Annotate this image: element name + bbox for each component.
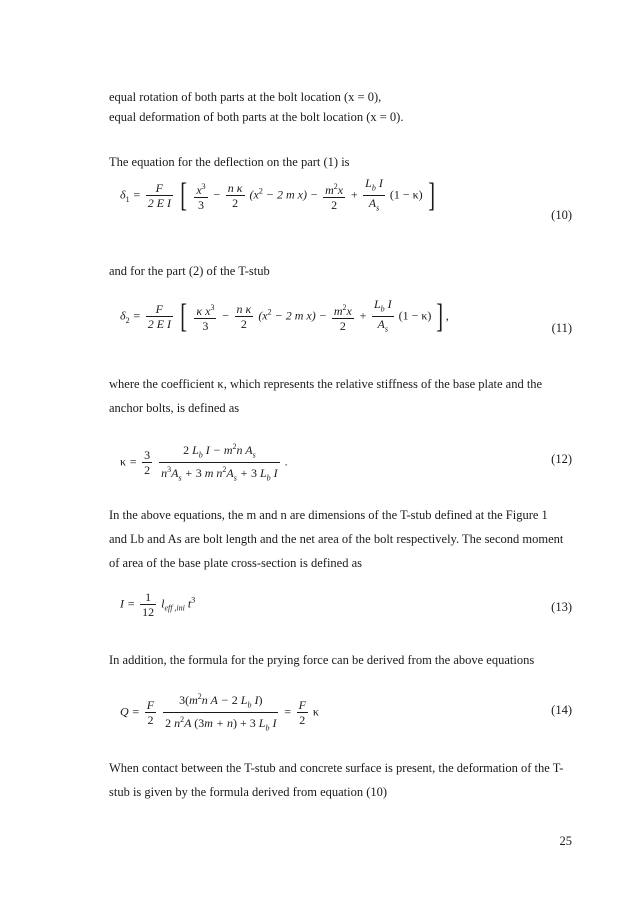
equation-10: $\delta_1$ = $\frac{F}{\text{2 E I}}$ [ $\frac{x^3}{3}$ − $\frac{\text{n κ}}{2}$ ($x^2 - 2$ m x) − $\frac{m^2x}{2}$ + $\frac{L_b I}{A_s}$ (1 − κ) ] <box>120 176 435 214</box>
paragraph-part-two: and for the part (2) of the T-stub <box>109 264 270 278</box>
equation-number-13: (13) <box>551 600 572 614</box>
paragraph-kappa-line2: anchor bolts, is defined as <box>109 401 240 415</box>
paragraph-deflection-intro: The equation for the deflection on the part (1) is <box>109 155 350 169</box>
equation-13: I = $\frac{1}{12}$ $l_{eff ,ini}$ $t^3$ <box>120 590 196 619</box>
equation-11: $\delta_2$ = $\frac{F}{\text{2 E I}}$ [ $\frac{\kappa x^3}{3}$ − $\frac{\text{n κ}}{2}$ ($x^2 - 2$ m x) − $\frac{m^2x}{2}$ + $\frac{L_b I}{A_s}$ (1 − κ) ] , <box>120 297 449 335</box>
paragraph-contact-line1: When contact between the T-stub and concrete surface is present, the deformation of the T- <box>109 761 564 775</box>
equation-number-11: (11) <box>551 321 572 335</box>
paragraph-kappa-line1: where the coefficient κ, which represents the relative stiffness of the base plate and the <box>109 377 543 391</box>
paragraph-definitions-line3: of area of the base plate cross-section is defined as <box>109 556 363 570</box>
paragraph-prying-force: In addition, the formula for the prying force can be derived from the above equations <box>109 653 535 667</box>
page-number: 25 <box>559 834 572 848</box>
equation-number-12: (12) <box>551 452 572 466</box>
paragraph-definitions-line1: In the above equations, the m and n are dimensions of the T-stub defined at the Figure 1 <box>109 508 548 522</box>
paragraph-definitions-line2: and Lb and As are bolt length and the net area of the bolt respectively. The second moment <box>109 532 564 546</box>
equation-12: κ = $\frac{3}{2}$ $\frac{2 L_b I - m^2n A_s}{n^3A_s + 3 m n^2A_s + 3 L_b I}$ . <box>120 442 288 483</box>
equation-14: Q = $\frac{F}{2}$ $\frac{3(m^2n A - 2 L_b I)}{2 n^2A (3m + n) + 3 L_b I}$ = $\frac{F}{2}$ κ <box>120 692 319 733</box>
paragraph-contact-line2: stub is given by the formula derived from equation (10) <box>109 785 388 799</box>
equation-number-14: (14) <box>551 703 572 717</box>
paragraph-condition-rotation: equal rotation of both parts at the bolt location (x = 0), <box>109 90 382 104</box>
paragraph-condition-deformation: equal deformation of both parts at the bolt location (x = 0). <box>109 110 404 124</box>
equation-number-10: (10) <box>551 208 572 222</box>
